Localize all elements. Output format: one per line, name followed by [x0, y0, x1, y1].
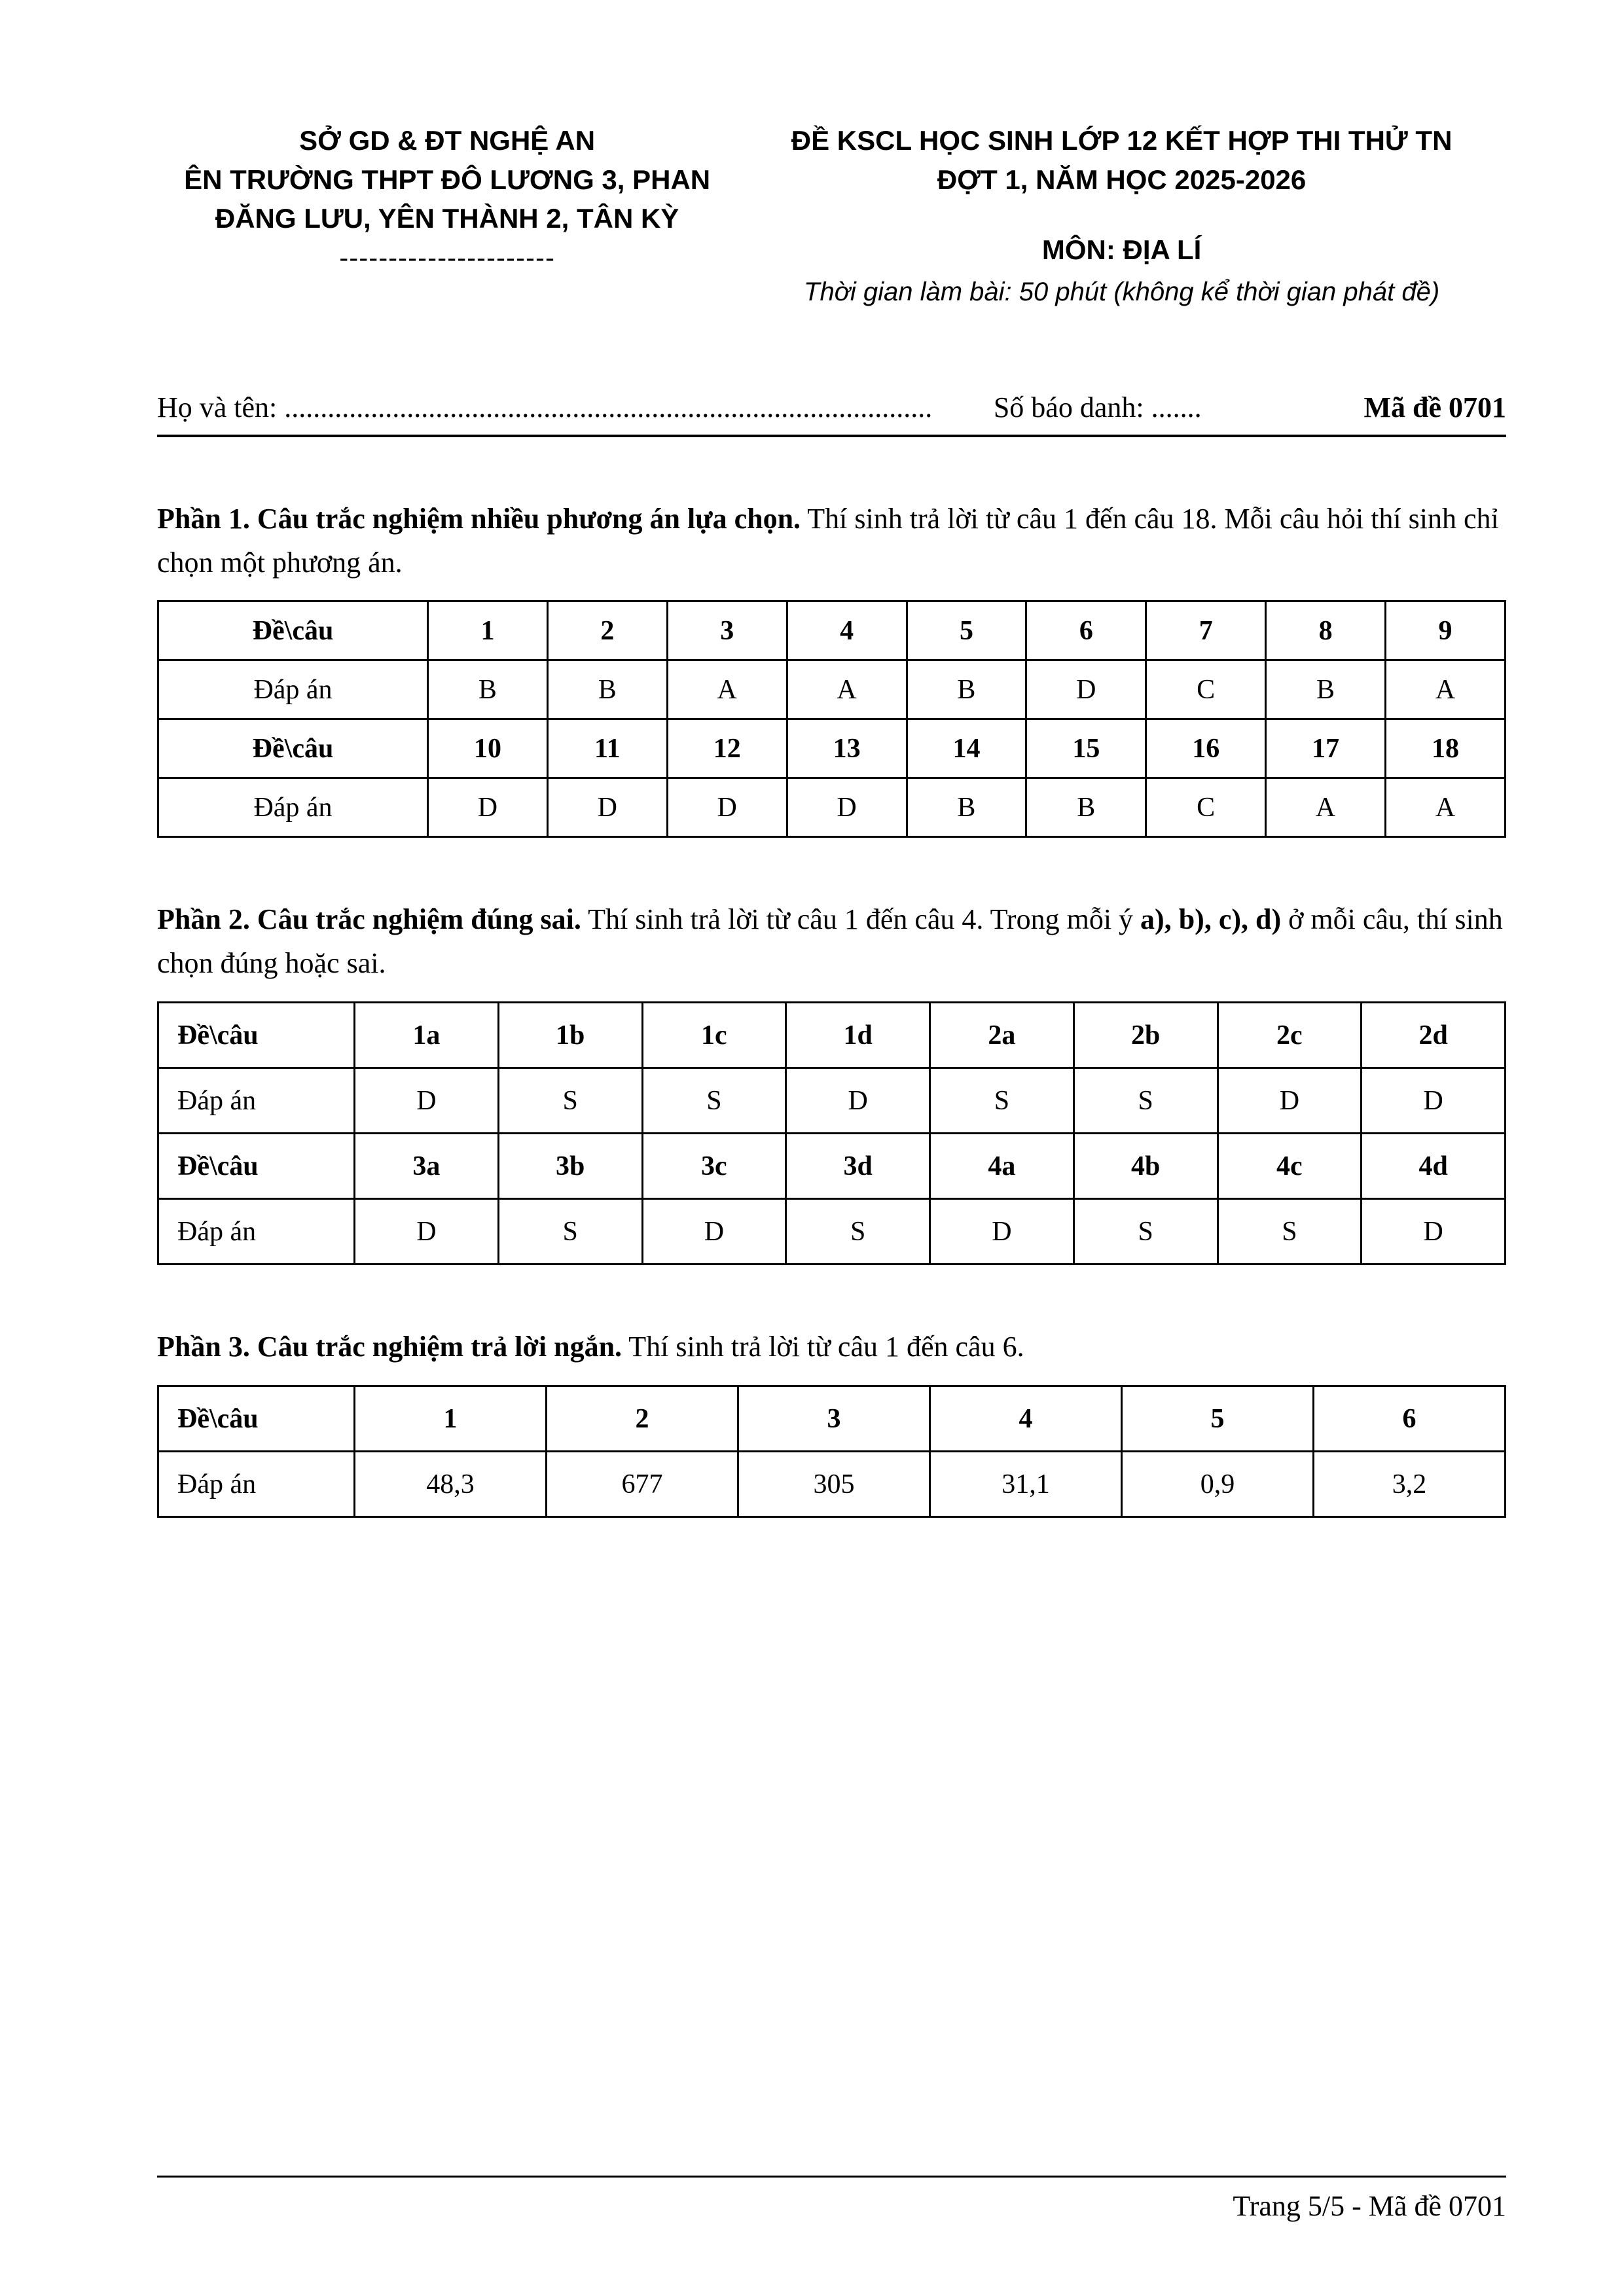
value-cell: D — [355, 1199, 499, 1265]
time-note: Thời gian làm bài: 50 phút (không kể thời gian phát đề) — [804, 277, 1440, 306]
value-cell: 5 — [907, 601, 1026, 660]
value-cell: C — [1146, 778, 1266, 837]
value-cell: 4 — [787, 601, 907, 660]
question-number-row — [158, 1386, 1506, 1452]
row-label-cell: Đáp án — [158, 1452, 355, 1517]
student-name-field[interactable]: Họ và tên: .......................................................................................... — [157, 391, 933, 423]
part2-answer-table — [157, 1001, 1506, 1265]
value-cell: 10 — [428, 719, 548, 778]
answer-row — [158, 1068, 1506, 1134]
part2-instructions — [157, 898, 1506, 986]
value-cell: D — [667, 778, 787, 837]
value-cell: 6 — [1314, 1386, 1506, 1452]
row-label-cell: Đáp án — [158, 778, 428, 837]
value-cell: D — [642, 1199, 786, 1265]
value-cell: 1d — [786, 1003, 930, 1068]
value-cell: B — [547, 660, 667, 719]
question-number-row — [158, 601, 1506, 660]
value-cell: S — [642, 1068, 786, 1134]
value-cell: 677 — [547, 1452, 738, 1517]
value-cell: 1b — [498, 1003, 642, 1068]
part2-desc-before: Thí sinh trả lời từ câu 1 đến câu 4. Trong mỗi ý — [588, 903, 1141, 936]
value-cell: 8 — [1266, 601, 1386, 660]
part1-instructions — [157, 497, 1506, 585]
part1-desc: Thí sinh trả lời từ câu 1 đến câu 18. Mỗi câu hỏi thí sinh chỉ chọn một phương án. — [157, 502, 1499, 579]
value-cell: 2d — [1362, 1003, 1506, 1068]
value-cell: A — [1386, 778, 1506, 837]
exam-title-line2: ĐỢT 1, NĂM HỌC 2025-2026 — [937, 164, 1307, 195]
value-cell: 2 — [547, 1386, 738, 1452]
document-header — [157, 121, 1506, 311]
value-cell: 12 — [667, 719, 787, 778]
value-cell: 2a — [930, 1003, 1074, 1068]
page-footer — [157, 2176, 1506, 2223]
value-cell: 2 — [547, 601, 667, 660]
row-label-cell: Đề\câu — [158, 601, 428, 660]
row-label-cell: Đề\câu — [158, 1386, 355, 1452]
row-label-cell: Đáp án — [158, 1068, 355, 1134]
value-cell: S — [1218, 1199, 1362, 1265]
value-cell: 14 — [907, 719, 1026, 778]
value-cell: 5 — [1122, 1386, 1314, 1452]
value-cell: 31,1 — [930, 1452, 1122, 1517]
value-cell: B — [1026, 778, 1146, 837]
value-cell: C — [1146, 660, 1266, 719]
value-cell: D — [787, 778, 907, 837]
value-cell: 17 — [1266, 719, 1386, 778]
value-cell: 3c — [642, 1134, 786, 1199]
school-name-line1: ÊN TRƯỜNG THPT ĐÔ LƯƠNG 3, PHAN — [184, 164, 711, 195]
answer-row — [158, 660, 1506, 719]
value-cell: 18 — [1386, 719, 1506, 778]
value-cell: A — [1386, 660, 1506, 719]
value-cell: S — [1074, 1199, 1218, 1265]
part3-answer-table — [157, 1385, 1506, 1518]
value-cell: S — [1074, 1068, 1218, 1134]
part1-answer-table — [157, 600, 1506, 838]
part3-desc: Thí sinh trả lời từ câu 1 đến câu 6. — [628, 1331, 1024, 1363]
school-info-block — [157, 121, 737, 278]
page-number-label: Trang 5/5 - Mã đề 0701 — [1233, 2190, 1506, 2222]
value-cell: 6 — [1026, 601, 1146, 660]
value-cell: D — [1218, 1068, 1362, 1134]
value-cell: 16 — [1146, 719, 1266, 778]
department-name: SỞ GD & ĐT NGHỆ AN — [299, 125, 596, 156]
value-cell: B — [907, 778, 1026, 837]
value-cell: D — [1362, 1199, 1506, 1265]
value-cell: D — [355, 1068, 499, 1134]
value-cell: 3b — [498, 1134, 642, 1199]
value-cell: 305 — [738, 1452, 930, 1517]
exam-info-block — [737, 121, 1506, 311]
value-cell: S — [930, 1068, 1074, 1134]
value-cell: S — [786, 1199, 930, 1265]
question-number-row — [158, 1003, 1506, 1068]
value-cell: 0,9 — [1122, 1452, 1314, 1517]
value-cell: 4 — [930, 1386, 1122, 1452]
value-cell: A — [1266, 778, 1386, 837]
answer-row — [158, 778, 1506, 837]
exam-code-label: Mã đề 0701 — [1363, 391, 1506, 423]
row-label-cell: Đề\câu — [158, 1134, 355, 1199]
value-cell: D — [1362, 1068, 1506, 1134]
value-cell: 3 — [667, 601, 787, 660]
school-name-line2: ĐĂNG LƯU, YÊN THÀNH 2, TÂN KỲ — [215, 203, 679, 234]
value-cell: 1 — [428, 601, 548, 660]
part2-title: Phần 2. Câu trắc nghiệm đúng sai. — [157, 903, 581, 936]
value-cell: 48,3 — [355, 1452, 547, 1517]
value-cell: B — [907, 660, 1026, 719]
value-cell: 3 — [738, 1386, 930, 1452]
value-cell: 3a — [355, 1134, 499, 1199]
row-label-cell: Đề\câu — [158, 1003, 355, 1068]
value-cell: 3,2 — [1314, 1452, 1506, 1517]
value-cell: B — [428, 660, 548, 719]
part1-title: Phần 1. Câu trắc nghiệm nhiều phương án lựa chọn. — [157, 502, 801, 535]
value-cell: 3d — [786, 1134, 930, 1199]
value-cell: 9 — [1386, 601, 1506, 660]
value-cell: 4a — [930, 1134, 1074, 1199]
part3-title: Phần 3. Câu trắc nghiệm trả lời ngắn. — [157, 1331, 623, 1363]
value-cell: 2c — [1218, 1003, 1362, 1068]
value-cell: 4c — [1218, 1134, 1362, 1199]
value-cell: S — [498, 1199, 642, 1265]
part2-desc-after: ở mỗi câu, thí sinh chọn đúng hoặc sai. — [157, 903, 1503, 980]
value-cell: D — [547, 778, 667, 837]
student-id-field[interactable]: Số báo danh: ....... — [993, 391, 1202, 423]
subject-line: MÔN: ĐỊA LÍ — [1041, 234, 1202, 266]
value-cell: D — [428, 778, 548, 837]
value-cell: D — [1026, 660, 1146, 719]
value-cell: 7 — [1146, 601, 1266, 660]
value-cell: A — [667, 660, 787, 719]
student-info-row — [157, 391, 1506, 437]
row-label-cell: Đáp án — [158, 660, 428, 719]
value-cell: 1 — [355, 1386, 547, 1452]
exam-title-line1: ĐỀ KSCL HỌC SINH LỚP 12 KẾT HỢP THI THỬ TN — [791, 125, 1453, 156]
value-cell: 2b — [1074, 1003, 1218, 1068]
value-cell: 4b — [1074, 1134, 1218, 1199]
value-cell: 13 — [787, 719, 907, 778]
value-cell: 4d — [1362, 1134, 1506, 1199]
answer-row — [158, 1452, 1506, 1517]
part3-instructions — [157, 1325, 1506, 1369]
value-cell: 15 — [1026, 719, 1146, 778]
value-cell: D — [786, 1068, 930, 1134]
value-cell: A — [787, 660, 907, 719]
question-number-row — [158, 1134, 1506, 1199]
answer-row — [158, 1199, 1506, 1265]
value-cell: 1c — [642, 1003, 786, 1068]
question-number-row — [158, 719, 1506, 778]
value-cell: S — [498, 1068, 642, 1134]
row-label-cell: Đề\câu — [158, 719, 428, 778]
value-cell: B — [1266, 660, 1386, 719]
part2-desc-bold: a), b), c), d) — [1140, 903, 1282, 936]
value-cell: 1a — [355, 1003, 499, 1068]
value-cell: 11 — [547, 719, 667, 778]
row-label-cell: Đáp án — [158, 1199, 355, 1265]
header-divider-dashes: ---------------------- — [339, 242, 555, 273]
value-cell: D — [930, 1199, 1074, 1265]
